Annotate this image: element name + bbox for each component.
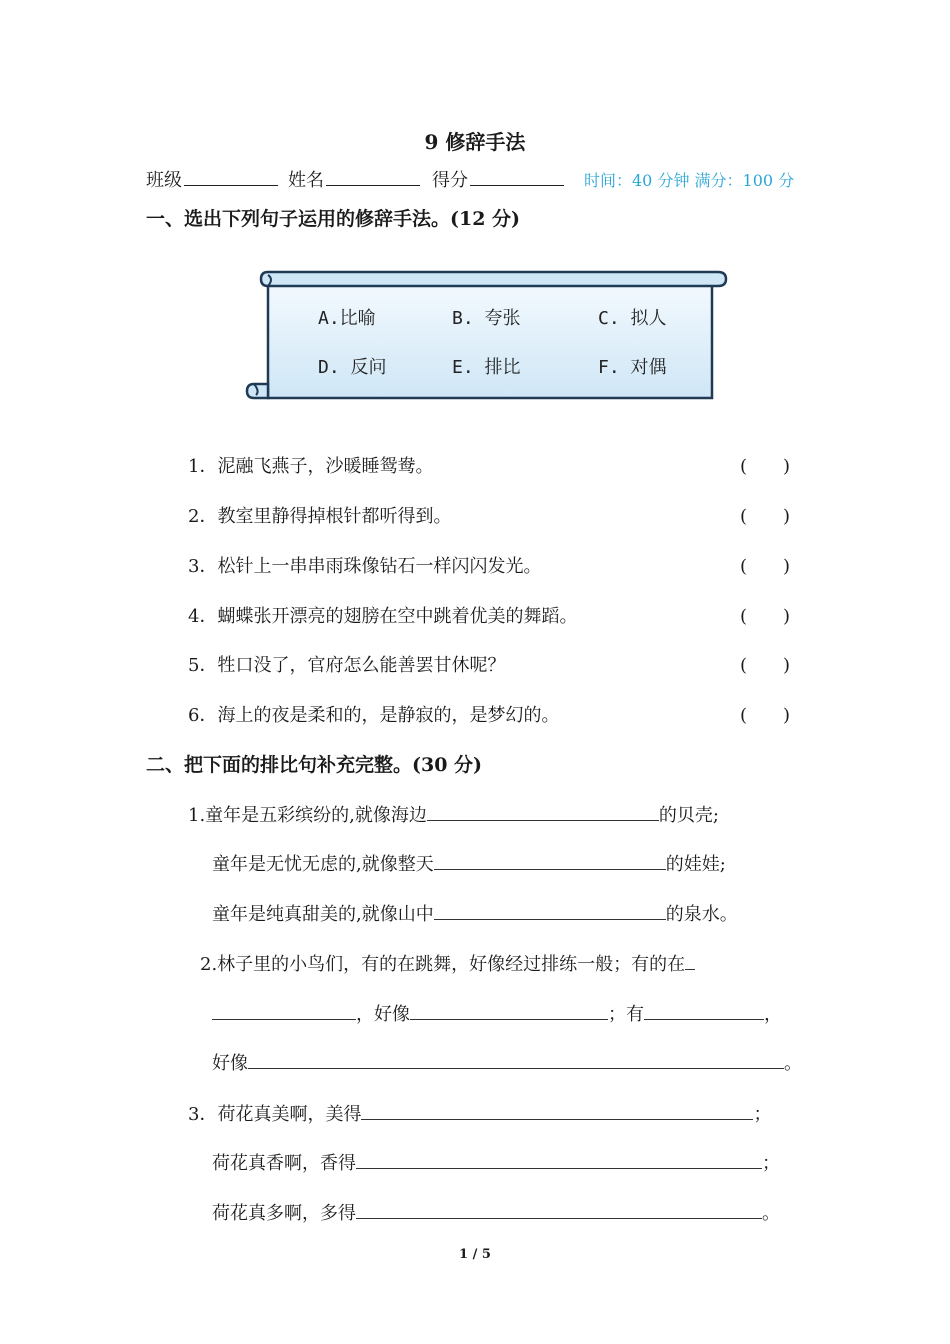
q2-blank-2[interactable] bbox=[410, 1001, 608, 1020]
q2-line2 bbox=[212, 1000, 782, 1026]
q1-line1 bbox=[188, 801, 719, 827]
q2-line3-text: 好像 bbox=[212, 1053, 248, 1074]
page-number: 1 / 5 bbox=[459, 1247, 491, 1262]
q3-blank-2[interactable] bbox=[356, 1150, 762, 1169]
class-label: 班级 bbox=[146, 170, 182, 191]
q1-line2 bbox=[212, 850, 726, 876]
q1-line2-suffix: 的娃娃; bbox=[665, 854, 726, 875]
score-label: 得分 bbox=[432, 170, 468, 191]
answer-paren-2[interactable]: ( ) bbox=[740, 506, 791, 527]
section1-heading: 一、选出下列句子运用的修辞手法。(12 分) bbox=[146, 208, 521, 230]
class-blank bbox=[184, 167, 278, 186]
name-blank bbox=[326, 167, 420, 186]
q1-line3-prefix: 童年是纯真甜美的,就像山中 bbox=[212, 904, 434, 925]
class-field bbox=[146, 166, 278, 192]
option-d: D. 反问 bbox=[318, 357, 387, 378]
time-info: 时间：40 分钟 满分：100 分 bbox=[584, 171, 795, 190]
q3-line1 bbox=[188, 1100, 771, 1126]
option-f: F. 对偶 bbox=[598, 357, 667, 378]
q3-line3-prefix: 荷花真多啊，多得 bbox=[212, 1203, 356, 1224]
q1-line3-suffix: 的泉水。 bbox=[665, 904, 738, 925]
page-title: 9 修辞手法 bbox=[424, 130, 526, 154]
question-4: 4．蝴蝶张开漂亮的翅膀在空中跳着优美的舞蹈。 bbox=[188, 606, 578, 627]
q2-line3-suffix: 。 bbox=[784, 1053, 802, 1074]
option-c: C. 拟人 bbox=[598, 308, 667, 329]
q3-line1-prefix: 3．荷花真美啊，美得 bbox=[188, 1104, 362, 1125]
q3-line3 bbox=[212, 1199, 780, 1225]
q1-blank-3[interactable] bbox=[434, 901, 666, 920]
answer-paren-5[interactable]: ( ) bbox=[740, 655, 791, 676]
question-6: 6．海上的夜是柔和的，是静寂的，是梦幻的。 bbox=[188, 705, 560, 726]
section2-heading: 二、把下面的排比句补充完整。(30 分) bbox=[146, 754, 483, 776]
q3-blank-1[interactable] bbox=[361, 1101, 753, 1120]
name-label: 姓名 bbox=[288, 170, 324, 191]
options-scroll-banner bbox=[244, 266, 728, 406]
answer-paren-1[interactable]: ( ) bbox=[740, 456, 791, 477]
score-field bbox=[432, 166, 564, 192]
option-b: B. 夸张 bbox=[452, 308, 521, 329]
q2-line2-text-a: ，好像 bbox=[356, 1004, 410, 1025]
option-a: A.比喻 bbox=[318, 308, 376, 329]
q2-line2-text-b: ；有 bbox=[608, 1004, 644, 1025]
q1-line1-prefix: 1.童年是五彩缤纷的,就像海边 bbox=[188, 805, 427, 826]
name-field bbox=[288, 166, 420, 192]
q2-line3 bbox=[212, 1049, 802, 1075]
q3-line3-suffix: 。 bbox=[762, 1203, 780, 1224]
q1-line3 bbox=[212, 900, 738, 926]
question-3: 3．松针上一串串雨珠像钻石一样闪闪发光。 bbox=[188, 556, 542, 577]
answer-paren-6[interactable]: ( ) bbox=[740, 705, 791, 726]
q1-line2-prefix: 童年是无忧无虑的,就像整天 bbox=[212, 854, 434, 875]
q2-blank-1a[interactable] bbox=[685, 951, 695, 970]
score-blank bbox=[470, 167, 564, 186]
q1-blank-2[interactable] bbox=[434, 851, 666, 870]
question-5: 5．牲口没了，官府怎么能善罢甘休呢？ bbox=[188, 655, 506, 676]
q1-blank-1[interactable] bbox=[427, 802, 659, 821]
q2-line1 bbox=[200, 950, 695, 976]
q3-line1-suffix: ； bbox=[753, 1104, 772, 1125]
q1-line1-suffix: 的贝壳; bbox=[658, 805, 719, 826]
q3-line2-suffix: ； bbox=[762, 1153, 780, 1174]
question-1: 1．泥融飞燕子，沙暖睡鸳鸯。 bbox=[188, 456, 434, 477]
answer-paren-4[interactable]: ( ) bbox=[740, 606, 791, 627]
q3-line2-prefix: 荷花真香啊，香得 bbox=[212, 1153, 356, 1174]
q2-line1-text: 2.林子里的小鸟们，有的在跳舞，好像经过排练一般；有的在 bbox=[200, 954, 686, 975]
option-e: E. 排比 bbox=[452, 357, 521, 378]
q3-blank-3[interactable] bbox=[356, 1200, 762, 1219]
q2-blank-3[interactable] bbox=[644, 1001, 764, 1020]
q2-blank-1b[interactable] bbox=[212, 1001, 356, 1020]
question-2: 2．教室里静得掉根针都听得到。 bbox=[188, 506, 452, 527]
q2-blank-4[interactable] bbox=[248, 1050, 784, 1069]
q2-line2-text-c: ， bbox=[764, 1004, 782, 1025]
q3-line2 bbox=[212, 1149, 780, 1175]
answer-paren-3[interactable]: ( ) bbox=[740, 556, 791, 577]
